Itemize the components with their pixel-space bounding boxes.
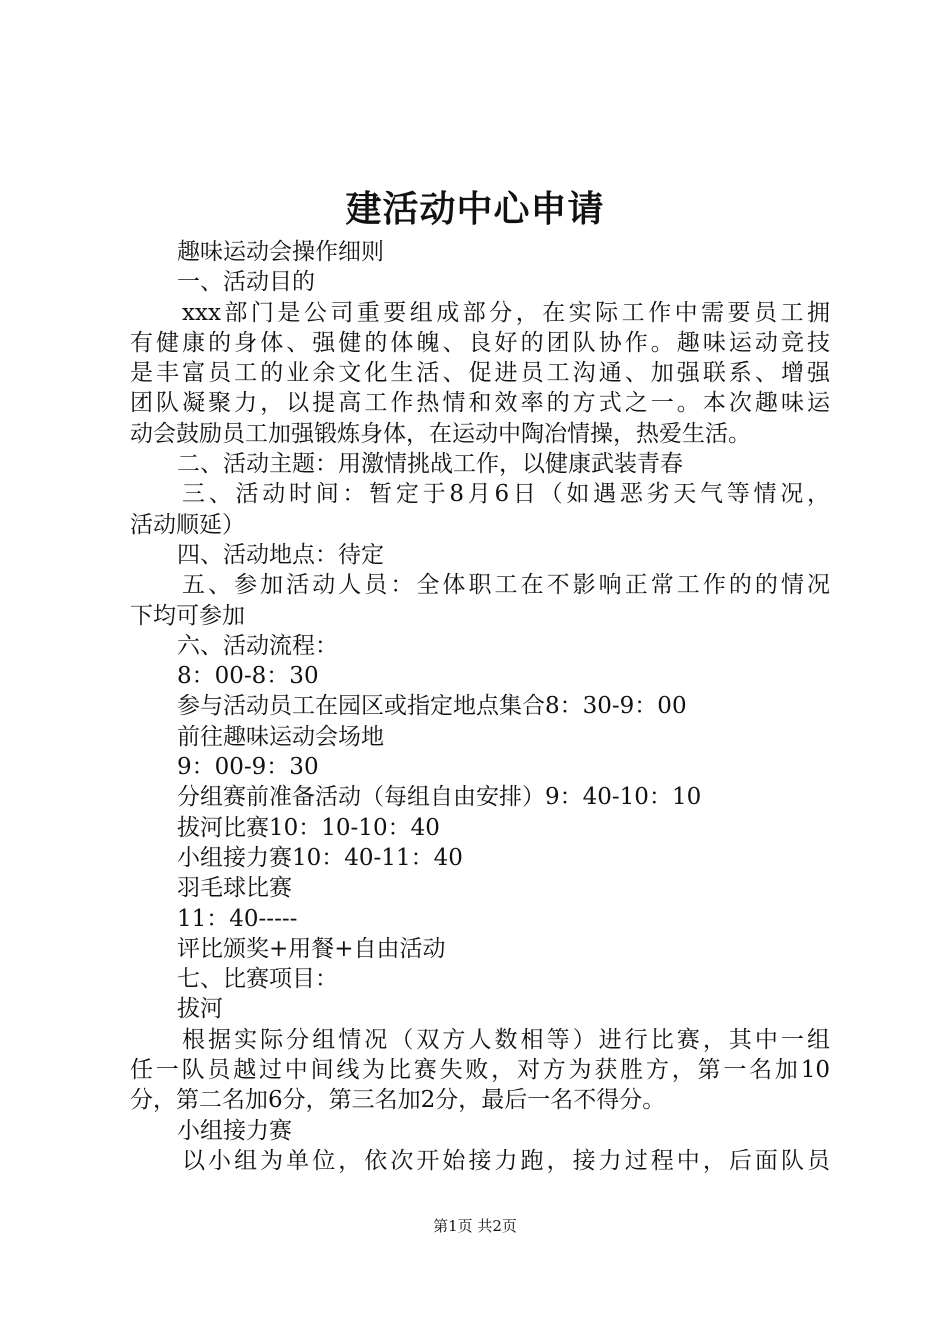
paragraph-line: 动会鼓励员工加强锻炼身体，在运动中陶冶情操，热爱生活。 bbox=[130, 420, 751, 447]
paragraph-line: 参与活动员工在园区或指定地点集合8：30-9：00 bbox=[177, 693, 687, 720]
paragraph-line: xxx部门是公司重要组成部分，在实际工作中需要员工拥 bbox=[182, 299, 830, 326]
page-footer: 第1页 共2页 bbox=[433, 1217, 517, 1235]
paragraph-line: 是丰富员工的业余文化生活、促进员工沟通、加强联系、增强 bbox=[130, 360, 830, 387]
paragraph-line: 9：00-9：30 bbox=[177, 754, 319, 781]
paragraph-line: 任一队员越过中间线为比赛失败，对方为获胜方，第一名加10 bbox=[130, 1057, 830, 1084]
paragraph-line: 趣味运动会操作细则 bbox=[177, 239, 384, 265]
paragraph-line: 二、活动主题：用激情挑战工作，以健康武装青春 bbox=[177, 451, 683, 478]
paragraph-line: 有健康的身体、强健的体魄、良好的团队协作。趣味运动竞技 bbox=[130, 329, 830, 356]
paragraph-line: 拔河比赛10：10-10：40 bbox=[177, 814, 440, 841]
paragraph-line: 下均可参加 bbox=[130, 602, 245, 629]
paragraph-line: 分，第二名加6分，第三名加2分，最后一名不得分。 bbox=[130, 1087, 666, 1114]
document-body bbox=[130, 237, 830, 1176]
paragraph-line: 活动顺延） bbox=[130, 511, 245, 538]
paragraph-line: 以小组为单位，依次开始接力跑，接力过程中，后面队员 bbox=[182, 1147, 830, 1174]
paragraph-line: 8：00-8：30 bbox=[177, 663, 319, 690]
paragraph-line: 羽毛球比赛 bbox=[177, 875, 292, 902]
paragraph-line: 前往趣味运动会场地 bbox=[177, 723, 384, 750]
paragraph-line: 三、活动时间：暂定于8月6日（如遇恶劣天气等情况， bbox=[182, 481, 830, 508]
paragraph-line: 11：40----- bbox=[177, 905, 298, 932]
paragraph-line: 五、参加活动人员：全体职工在不影响正常工作的的情况 bbox=[182, 572, 830, 599]
paragraph-line: 一、活动目的 bbox=[177, 269, 315, 296]
paragraph-line: 七、比赛项目： bbox=[177, 966, 338, 993]
paragraph-line: 小组接力赛10：40-11：40 bbox=[177, 844, 463, 871]
paragraph-line: 评比颁奖+用餐+自由活动 bbox=[177, 935, 446, 962]
paragraph-line: 根据实际分组情况（双方人数相等）进行比赛，其中一组 bbox=[182, 1026, 830, 1053]
paragraph-line: 分组赛前准备活动（每组自由安排）9：40-10：10 bbox=[177, 784, 702, 811]
paragraph-line: 团队凝聚力，以提高工作热情和效率的方式之一。本次趣味运 bbox=[130, 390, 830, 417]
paragraph-line: 四、活动地点：待定 bbox=[177, 541, 384, 568]
paragraph-line: 小组接力赛 bbox=[177, 1117, 292, 1144]
paragraph-line: 拔河 bbox=[177, 996, 223, 1023]
document-title: 建活动中心申请 bbox=[345, 188, 605, 230]
paragraph-line: 六、活动流程： bbox=[177, 632, 338, 659]
